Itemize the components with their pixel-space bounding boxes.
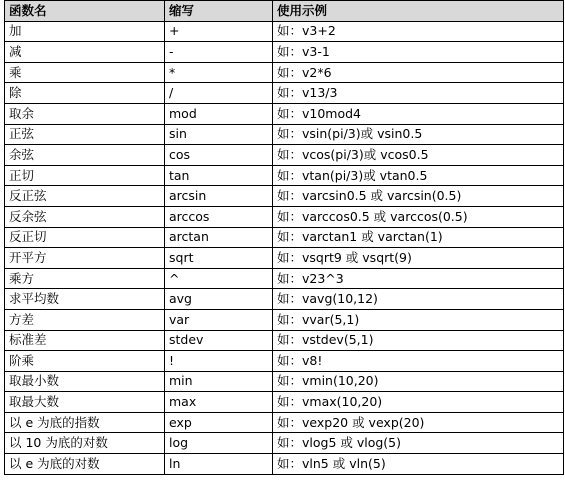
cell-usage-example: 如：v23^3 [273, 268, 564, 289]
cell-abbreviation: exp [165, 412, 273, 433]
function-table [4, 0, 564, 475]
cell-function-name: 乘 [5, 62, 165, 83]
cell-usage-example: 如：vln5 或 vln(5) [273, 454, 564, 475]
cell-usage-example: 如：vavg(10,12) [273, 289, 564, 310]
cell-abbreviation: * [165, 62, 273, 83]
cell-usage-example: 如：varctan1 或 varctan(1) [273, 227, 564, 248]
cell-function-name: 以 e 为底的对数 [5, 454, 165, 475]
table-row [5, 21, 564, 42]
cell-abbreviation: arcsin [165, 186, 273, 207]
cell-abbreviation: tan [165, 165, 273, 186]
cell-function-name: 取余 [5, 103, 165, 124]
table-row [5, 330, 564, 351]
header-abbreviation: 缩写 [165, 1, 273, 22]
table-row [5, 248, 564, 269]
table-row [5, 289, 564, 310]
table-row [5, 42, 564, 63]
table-row [5, 454, 564, 475]
cell-abbreviation: ln [165, 454, 273, 475]
cell-function-name: 加 [5, 21, 165, 42]
cell-usage-example: 如：vvar(5,1) [273, 309, 564, 330]
cell-function-name: 以 10 为底的对数 [5, 433, 165, 454]
cell-function-name: 减 [5, 42, 165, 63]
cell-function-name: 求平均数 [5, 289, 165, 310]
cell-abbreviation: arccos [165, 206, 273, 227]
cell-abbreviation: stdev [165, 330, 273, 351]
table-row [5, 124, 564, 145]
cell-function-name: 除 [5, 83, 165, 104]
table-row [5, 309, 564, 330]
cell-usage-example: 如：vmax(10,20) [273, 392, 564, 413]
cell-abbreviation: max [165, 392, 273, 413]
cell-usage-example: 如：vsqrt9 或 vsqrt(9) [273, 248, 564, 269]
cell-function-name: 反余弦 [5, 206, 165, 227]
table-header-row [5, 1, 564, 22]
cell-usage-example: 如：v10mod4 [273, 103, 564, 124]
cell-abbreviation: avg [165, 289, 273, 310]
cell-abbreviation: arctan [165, 227, 273, 248]
table-row [5, 433, 564, 454]
table-row [5, 412, 564, 433]
cell-function-name: 阶乘 [5, 351, 165, 372]
cell-usage-example: 如：v3-1 [273, 42, 564, 63]
cell-usage-example: 如：v13/3 [273, 83, 564, 104]
cell-abbreviation: cos [165, 145, 273, 166]
cell-usage-example: 如：vlog5 或 vlog(5) [273, 433, 564, 454]
table-row [5, 351, 564, 372]
cell-function-name: 正切 [5, 165, 165, 186]
cell-abbreviation: mod [165, 103, 273, 124]
cell-function-name: 标准差 [5, 330, 165, 351]
cell-function-name: 以 e 为底的指数 [5, 412, 165, 433]
table-row [5, 62, 564, 83]
cell-abbreviation: ! [165, 351, 273, 372]
cell-function-name: 取最小数 [5, 371, 165, 392]
table-row [5, 392, 564, 413]
cell-function-name: 取最大数 [5, 392, 165, 413]
cell-usage-example: 如：vexp20 或 vexp(20) [273, 412, 564, 433]
cell-abbreviation: - [165, 42, 273, 63]
cell-function-name: 方差 [5, 309, 165, 330]
table-row [5, 145, 564, 166]
header-function-name: 函数名 [5, 1, 165, 22]
table-row [5, 83, 564, 104]
cell-usage-example: 如：varcsin0.5 或 varcsin(0.5) [273, 186, 564, 207]
cell-abbreviation: / [165, 83, 273, 104]
cell-function-name: 正弦 [5, 124, 165, 145]
cell-abbreviation: ^ [165, 268, 273, 289]
table-row [5, 186, 564, 207]
table-row [5, 165, 564, 186]
cell-usage-example: 如：vmin(10,20) [273, 371, 564, 392]
cell-usage-example: 如：vsin(pi/3)或 vsin0.5 [273, 124, 564, 145]
cell-usage-example: 如：v2*6 [273, 62, 564, 83]
cell-abbreviation: sin [165, 124, 273, 145]
cell-usage-example: 如：vstdev(5,1) [273, 330, 564, 351]
cell-abbreviation: min [165, 371, 273, 392]
cell-function-name: 余弦 [5, 145, 165, 166]
table-row [5, 371, 564, 392]
table-row [5, 227, 564, 248]
cell-function-name: 反正切 [5, 227, 165, 248]
cell-usage-example: 如：v3+2 [273, 21, 564, 42]
cell-abbreviation: log [165, 433, 273, 454]
cell-abbreviation: sqrt [165, 248, 273, 269]
cell-function-name: 乘方 [5, 268, 165, 289]
cell-usage-example: 如：vtan(pi/3)或 vtan0.5 [273, 165, 564, 186]
cell-usage-example: 如：vcos(pi/3)或 vcos0.5 [273, 145, 564, 166]
table-row [5, 206, 564, 227]
table-row [5, 103, 564, 124]
cell-usage-example: 如：v8! [273, 351, 564, 372]
cell-function-name: 反正弦 [5, 186, 165, 207]
cell-abbreviation: + [165, 21, 273, 42]
header-usage-example: 使用示例 [273, 1, 564, 22]
cell-abbreviation: var [165, 309, 273, 330]
cell-usage-example: 如：varccos0.5 或 varccos(0.5) [273, 206, 564, 227]
cell-function-name: 开平方 [5, 248, 165, 269]
table-body [5, 21, 564, 474]
table-row [5, 268, 564, 289]
